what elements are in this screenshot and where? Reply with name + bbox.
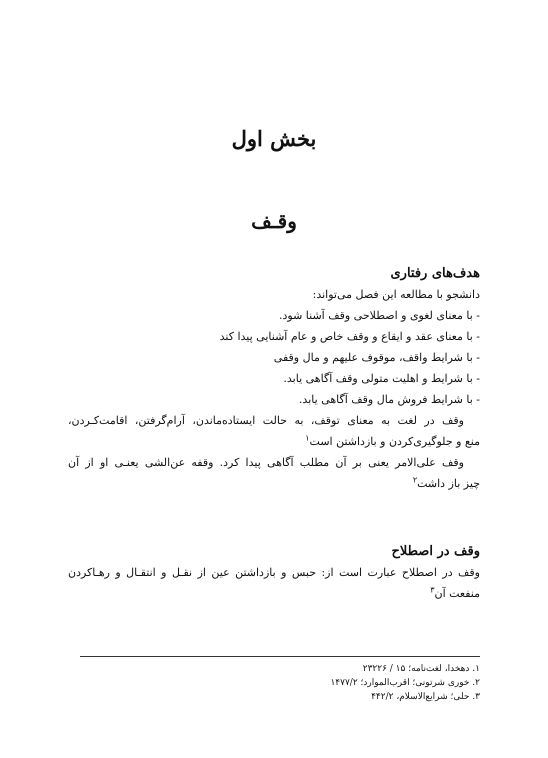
goals-heading: هدف‌های رفتاری <box>390 266 480 281</box>
definition-paragraph-line: وقف در لغت به معنای توقف، به حالت ایستاده‌ماندن، آرام‌گرفتن، اقامت‌کـردن، <box>68 414 464 427</box>
goal-item: - با شرایط واقف، موقوف علیهم و مال وقفی <box>273 351 480 364</box>
chapter-title: وقـف <box>251 209 297 233</box>
usage-paragraph-line <box>68 473 480 494</box>
footnote-ref: ۲ <box>412 475 418 485</box>
footnotes <box>68 662 480 704</box>
behavioral-goals-section <box>68 264 480 494</box>
goal-item: - با شرایط فروش مال وقف آگاهی یابد. <box>298 393 480 406</box>
goal-item: - با معنای عقد و ایقاع و وقف خاص و عام آشنایی پیدا کند <box>219 330 480 343</box>
term-paragraph-line <box>68 583 480 604</box>
usage-paragraph-line: وقف علی‌الامر یعنی بر آن مطلب آگاهی پیدا کرد. وقفه عن‌الشی یعنـی او از آن <box>68 456 464 469</box>
part-title: بخش اول <box>231 126 317 151</box>
term-section <box>68 542 480 604</box>
term-paragraph-text: منفعت آن <box>434 587 480 600</box>
goals-intro: دانشجو با مطالعه این فصل می‌تواند: <box>312 288 480 301</box>
footnote-item: ۳. حلی؛ شرایع‌الاسلام، ۴۴۲/۲ <box>371 692 480 702</box>
footnote-divider <box>80 656 480 657</box>
definition-paragraph-text: منع و جلوگیری‌کردن و بازداشتن است <box>309 435 480 448</box>
footnote-item: ۱. دهخدا، لغت‌نامه؛ ۱۵ / ۲۳۲۲۶ <box>362 664 480 674</box>
goal-item: - با شرایط و اهلیت متولی وقف آگاهی یابد. <box>283 372 480 385</box>
footnote-item: ۲. خوری شرتونی؛ اقرب‌الموارد؛ ۱۴۷۷/۲ <box>330 678 480 688</box>
footnote-ref: ۳ <box>430 585 435 595</box>
term-heading: وقف در اصطلاح <box>391 544 480 559</box>
usage-paragraph-text: چیز باز داشت <box>417 477 480 490</box>
goal-item: - با معنای لغوی و اصطلاحی وقف آشنا شود. <box>279 309 480 322</box>
definition-paragraph-line <box>68 431 480 452</box>
term-paragraph-line: وقف در اصطلاح عبارت است از: حبس و بازداشتن عین از نقـل و انتقـال و رهـاکردن <box>68 566 480 579</box>
footnote-ref: ۱ <box>305 433 310 443</box>
